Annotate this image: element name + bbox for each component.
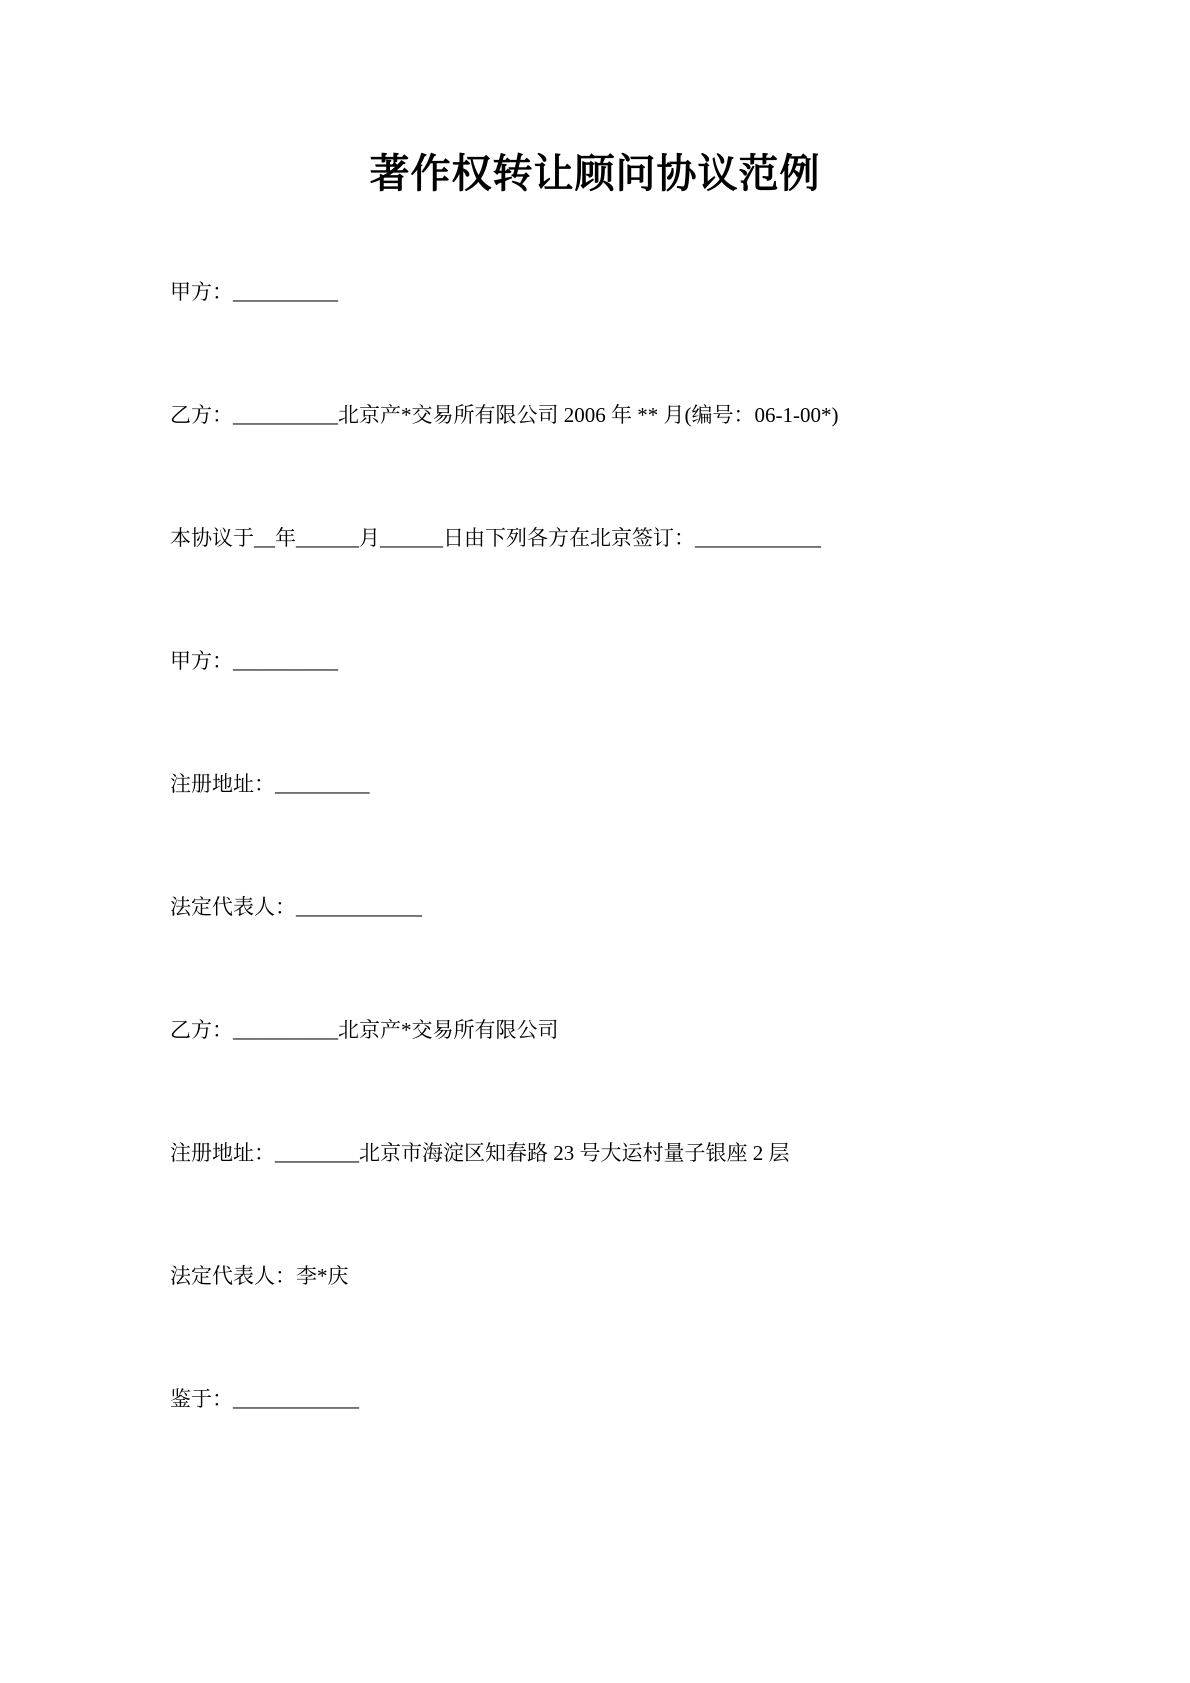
party-a-legal-representative-line: 法定代表人：____________: [170, 895, 422, 919]
party-b-line: 乙方：__________北京产*交易所有限公司 2006 年 ** 月(编号：06-1-00*): [170, 403, 839, 427]
party-a-registered-address-line: 注册地址：_________: [170, 772, 370, 796]
party-b-repeat-line: 乙方：__________北京产*交易所有限公司: [170, 1018, 559, 1042]
document-title: 著作权转让顾问协议范例: [369, 151, 821, 196]
party-a-line: 甲方：__________: [170, 280, 338, 304]
whereas-line: 鉴于：____________: [170, 1387, 359, 1411]
party-b-legal-representative-line: 法定代表人：李*庆: [170, 1264, 349, 1288]
party-a-repeat-line: 甲方：__________: [170, 649, 338, 673]
party-b-registered-address-line: 注册地址：________北京市海淀区知春路 23 号大运村量子银座 2 层: [170, 1141, 790, 1165]
document-body: [0, 280, 1190, 1411]
agreement-date-line: 本协议于__年______月______日由下列各方在北京签订：____________: [170, 526, 821, 550]
